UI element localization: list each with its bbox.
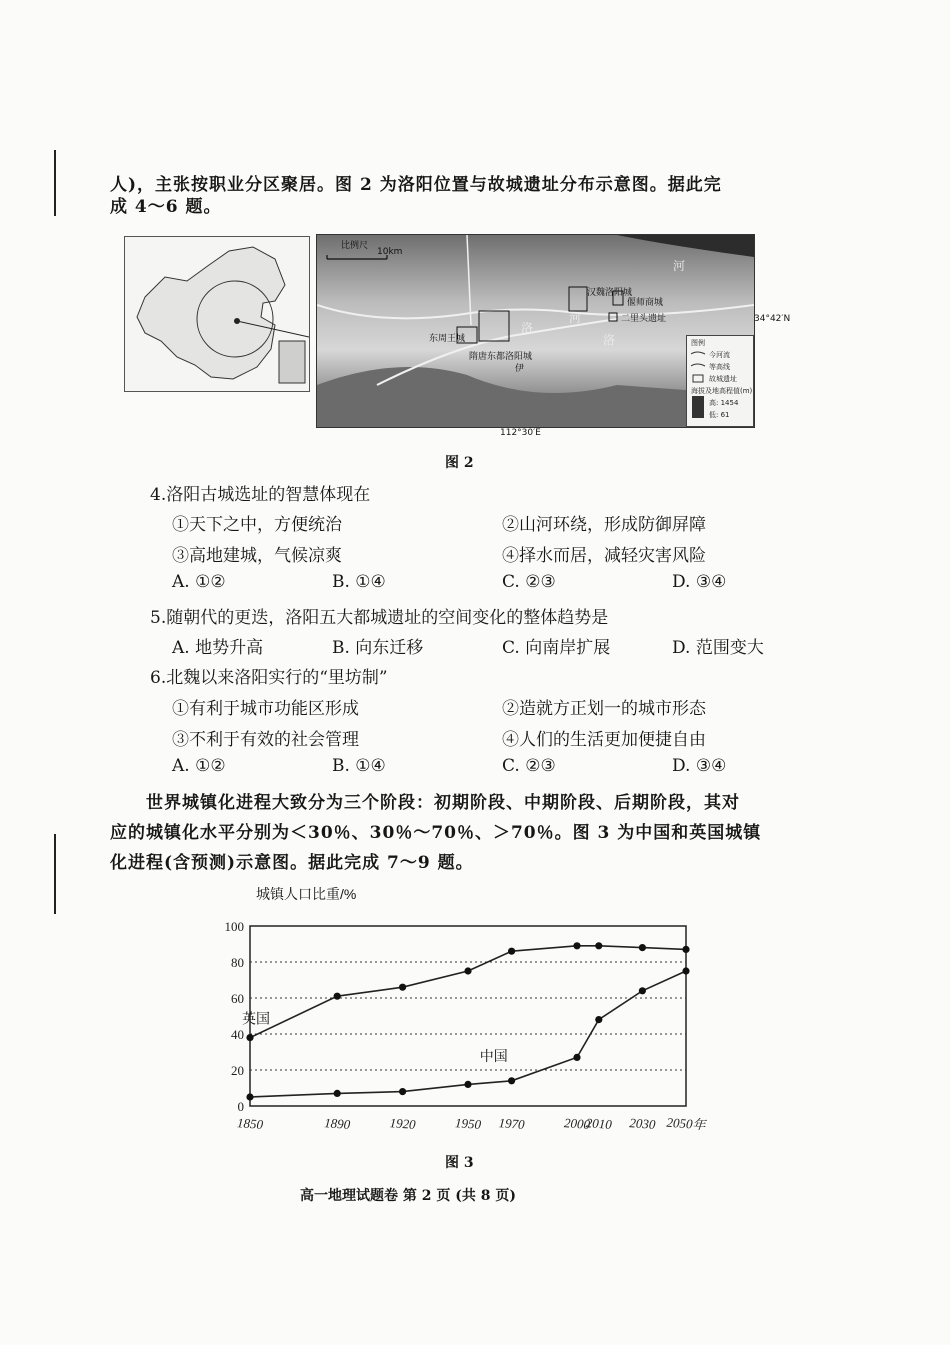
y-tick-label: 80 xyxy=(231,955,244,970)
question-6-option-d[interactable]: D. ③④ xyxy=(672,756,727,776)
data-point xyxy=(399,1088,406,1095)
question-4-option-b[interactable]: B. ①④ xyxy=(332,572,386,592)
question-4-statement-4: ④择水而居，减轻灾害风险 xyxy=(502,546,706,566)
city-label-suitang: 隋唐东都洛阳城 xyxy=(469,352,533,362)
x-tick-label: 1920 xyxy=(389,1115,417,1132)
lon-label: 112°30′E xyxy=(500,428,541,438)
x-tick-label: 1950 xyxy=(454,1115,482,1132)
data-point xyxy=(464,967,471,974)
x-tick-label: 2000 xyxy=(563,1115,591,1132)
figure2-caption: 图 2 xyxy=(445,455,474,471)
question-4-statement-2: ②山河环绕，形成防御屏障 xyxy=(502,515,706,535)
data-point xyxy=(639,944,646,951)
question-6-stem: 6.北魏以来洛阳实行的“里坊制” xyxy=(150,668,388,688)
series-label: 英国 xyxy=(242,1012,270,1028)
question-5-option-b[interactable]: B. 向东迁移 xyxy=(332,638,424,658)
intro-line-1: 人)，主张按职业分区聚居。图 2 为洛阳位置与故城遗址分布示意图。据此完 xyxy=(110,175,722,195)
urbanization-chart xyxy=(210,880,730,1140)
river-label: 河 xyxy=(673,259,686,273)
y-tick-label: 20 xyxy=(231,1063,244,1078)
margin-mark xyxy=(54,834,56,914)
scale-value: 10km xyxy=(377,247,403,257)
data-point xyxy=(639,987,646,994)
data-point xyxy=(464,1081,471,1088)
question-6-statement-1: ①有利于城市功能区形成 xyxy=(172,699,359,719)
x-tick-label: 2050年 xyxy=(666,1114,707,1133)
question-6-option-b[interactable]: B. ①④ xyxy=(332,756,386,776)
legend-contour: 等高线 xyxy=(709,363,730,371)
question-5-option-c[interactable]: C. 向南岸扩展 xyxy=(502,638,611,658)
chart-ylabel: 城镇人口比重/% xyxy=(256,886,357,902)
question-6-option-a[interactable]: A. ①② xyxy=(172,756,226,776)
legend-elevation: 海拔及地高程值(m) xyxy=(691,387,753,395)
question-6-statement-2: ②造就方正划一的城市形态 xyxy=(502,699,706,719)
question-6-statement-3: ③不利于有效的社会管理 xyxy=(172,730,359,750)
river-label: 伊 xyxy=(515,364,525,374)
map-legend xyxy=(686,335,754,427)
data-point xyxy=(246,1034,253,1041)
chart-svg xyxy=(210,880,730,1140)
data-point xyxy=(595,942,602,949)
river-label: 河 xyxy=(569,311,582,325)
data-point xyxy=(399,984,406,991)
series-label: 中国 xyxy=(479,1049,508,1065)
data-point xyxy=(508,948,515,955)
question-4-statement-3: ③高地建城，气候凉爽 xyxy=(172,546,342,566)
legend-title: 图例 xyxy=(691,339,705,347)
question-5-option-d[interactable]: D. 范围变大 xyxy=(672,638,764,658)
data-point xyxy=(595,1016,602,1023)
data-point xyxy=(682,946,689,953)
y-tick-label: 40 xyxy=(231,1027,244,1042)
lat-label: 34°42′N xyxy=(754,314,791,324)
luoyang-map xyxy=(316,234,755,428)
y-tick-label: 100 xyxy=(224,919,244,934)
data-point xyxy=(508,1077,515,1084)
data-point xyxy=(334,993,341,1000)
y-tick-label: 0 xyxy=(237,1099,244,1114)
x-tick-label: 2030 xyxy=(628,1115,656,1132)
page-footer: 高一地理试题卷 第 2 页 (共 8 页) xyxy=(300,1188,516,1204)
data-point xyxy=(246,1093,253,1100)
china-locator-map xyxy=(124,236,310,392)
question-6-option-c[interactable]: C. ②③ xyxy=(502,756,556,776)
figure3-caption: 图 3 xyxy=(445,1155,474,1171)
river-label: 洛 xyxy=(521,321,534,335)
x-tick-label: 1890 xyxy=(323,1115,351,1132)
margin-mark xyxy=(54,150,56,216)
question-4-option-a[interactable]: A. ①② xyxy=(172,572,226,592)
intro2-line-3: 化进程(含预测)示意图。据此完成 7～9 题。 xyxy=(110,853,474,873)
plot-frame xyxy=(250,926,686,1106)
intro2-line-1: 世界城镇化进程大致分为三个阶段：初期阶段、中期阶段、后期阶段，其对 xyxy=(146,793,740,813)
river-label: 洛 xyxy=(603,333,616,347)
legend-ruins: 故城遗址 xyxy=(709,375,737,383)
city-label-dongzhou: 东周王城 xyxy=(429,334,466,344)
city-label-yanshi: 偃师商城 xyxy=(627,298,664,308)
y-tick-label: 60 xyxy=(231,991,244,1006)
intro-line-2: 成 4～6 题。 xyxy=(110,197,222,217)
x-tick-label: 2010 xyxy=(585,1115,613,1132)
data-point xyxy=(334,1090,341,1097)
scale-label: 比例尺 xyxy=(341,241,369,251)
series-line-0 xyxy=(250,946,686,1038)
legend-low: 低: 61 xyxy=(709,411,730,419)
data-point xyxy=(573,1054,580,1061)
question-5-stem: 5.随朝代的更迭，洛阳五大都城遗址的空间变化的整体趋势是 xyxy=(150,608,609,628)
legend-river: 今河流 xyxy=(709,351,730,359)
city-label-erlitou: 二里头遗址 xyxy=(621,314,667,324)
question-5-option-a[interactable]: A. 地势升高 xyxy=(172,638,264,658)
question-4-option-c[interactable]: C. ②③ xyxy=(502,572,556,592)
question-4-stem: 4.洛阳古城选址的智慧体现在 xyxy=(150,485,371,505)
city-label-hanwei: 汉魏洛阳城 xyxy=(587,288,633,298)
data-point xyxy=(573,942,580,949)
intro2-line-2: 应的城镇化水平分别为＜30％、30％～70％、＞70％。图 3 为中国和英国城镇 xyxy=(110,823,762,843)
legend-high: 高: 1454 xyxy=(709,399,739,407)
question-4-statement-1: ①天下之中，方便统治 xyxy=(172,515,342,535)
x-tick-label: 1850 xyxy=(236,1115,264,1132)
question-4-option-d[interactable]: D. ③④ xyxy=(672,572,727,592)
data-point xyxy=(682,967,689,974)
x-tick-label: 1970 xyxy=(498,1115,526,1132)
question-6-statement-4: ④人们的生活更加便捷自由 xyxy=(502,730,706,750)
